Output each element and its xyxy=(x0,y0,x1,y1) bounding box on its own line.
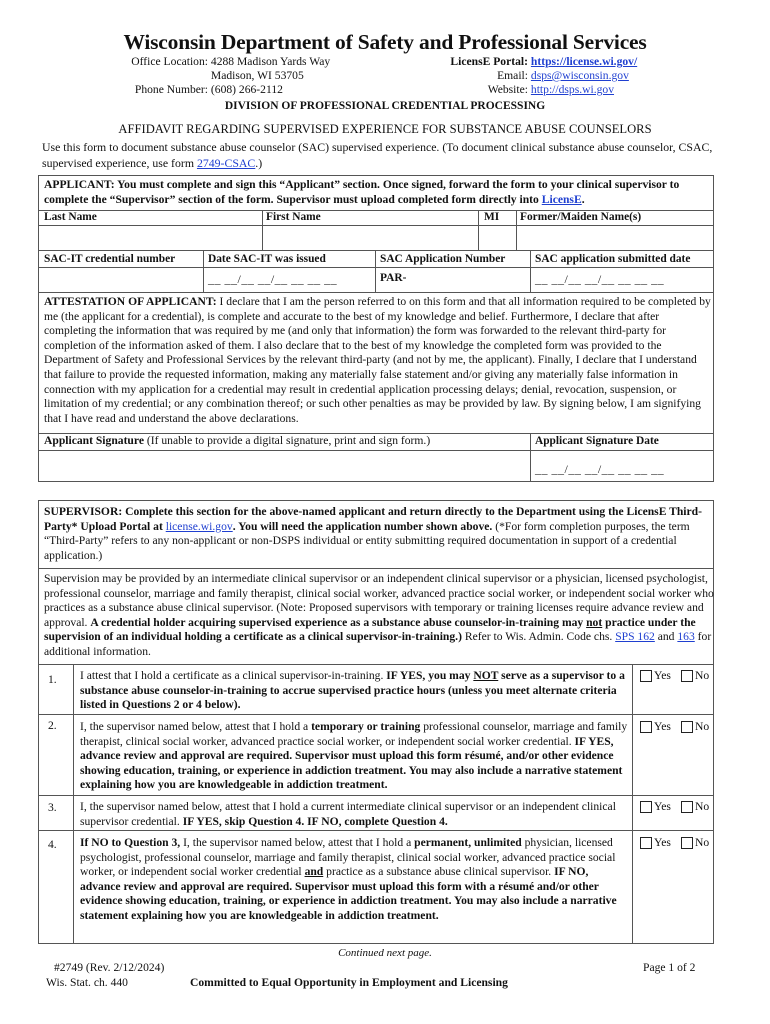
mi-field[interactable] xyxy=(479,226,515,249)
website-label: Website: xyxy=(487,83,528,96)
q3-no-checkbox[interactable] xyxy=(681,801,693,813)
applicant-signature-field[interactable] xyxy=(39,451,529,481)
sac-app-date-field[interactable]: __ __/__ __/__ __ __ __ xyxy=(535,272,665,286)
last-name-field[interactable] xyxy=(39,226,261,249)
website-link[interactable]: http://dsps.wi.gov xyxy=(530,83,615,96)
q4-yes-checkbox[interactable] xyxy=(640,837,652,849)
q2-no-label: No xyxy=(695,720,710,733)
q1-number: 1. xyxy=(48,673,57,686)
q1-no-label: No xyxy=(695,669,710,682)
former-name-field[interactable] xyxy=(517,226,713,249)
former-name-label: Former/Maiden Name(s) xyxy=(520,211,642,223)
q4-number: 4. xyxy=(48,838,57,851)
signature-date-field[interactable]: __ __/__ __/__ __ __ __ xyxy=(535,462,665,476)
date-sac-it-field[interactable]: __ __/__ __/__ __ __ __ xyxy=(208,272,338,286)
sac-it-number-label: SAC-IT credential number xyxy=(44,253,176,265)
par-prefix-field[interactable]: PAR- xyxy=(380,272,407,284)
email-link[interactable]: dsps@wisconsin.gov xyxy=(530,69,629,82)
mi-label: MI xyxy=(484,211,500,223)
q4-no-label: No xyxy=(695,836,710,849)
license-link[interactable]: LicensE xyxy=(541,192,582,206)
phone-number: (608) 266-2112 xyxy=(210,83,283,96)
q3-text: I, the supervisor named below, attest that I hold a current intermediate clinical supervisor or an independent clinical supervisor credential. IF YES, skip Question 4. IF NO, complete Question 4. xyxy=(80,800,616,828)
intro-text: Use this form to document substance abuse counselor (SAC) supervised experience. (To document clinical substance abuse counselor, CSAC, supervised experience, use form 2749-CSAC.) xyxy=(42,140,713,170)
division-heading: DIVISION OF PROFESSIONAL CREDENTIAL PROCESSING xyxy=(224,100,546,112)
sac-app-number-label: SAC Application Number xyxy=(380,253,506,265)
first-name-field[interactable] xyxy=(263,226,477,249)
q4-text: If NO to Question 3, I, the supervisor named below, attest that I hold a permanent, unlimited physician, licensed psychologist, professional counselor, marriage and family therapist, clinical social worker, advanced practice social worker, or independent social worker credential and practice as a substance abuse clinical supervisor. IF NO, advance review and approval are required. Supervisor must upload this form with a résumé and/or other evidence showing education, training, or experience in addiction treatment. You may also include a narrative statement explaining how you are knowledgeable in addiction treatment. xyxy=(80,836,617,922)
statute-reference: Wis. Stat. ch. 440 xyxy=(46,976,128,989)
q2-yes-label: Yes xyxy=(654,720,671,733)
q4-no-checkbox[interactable] xyxy=(681,837,693,849)
affidavit-heading: AFFIDAVIT REGARDING SUPERVISED EXPERIENCE FOR SUBSTANCE ABUSE COUNSELORS xyxy=(118,122,652,136)
q2-number: 2. xyxy=(48,719,57,732)
q2-no-checkbox[interactable] xyxy=(681,721,693,733)
equal-opportunity-statement: Committed to Equal Opportunity in Employment and Licensing xyxy=(190,976,508,989)
contact-block xyxy=(430,55,637,97)
signature-date-label: Applicant Signature Date xyxy=(535,435,659,447)
applicant-instructions: APPLICANT: You must complete and sign this “Applicant” section. Once signed, forward the form to your clinical supervisor to complete the “Supervisor” section of the form. Supervisor must upload completed form directly into LicensE. xyxy=(44,178,680,206)
last-name-label: Last Name xyxy=(44,211,97,223)
office-location-label: Office Location: xyxy=(131,55,208,68)
form-number: #2749 (Rev. 2/12/2024) xyxy=(54,961,165,974)
portal-label: LicensE Portal: xyxy=(450,55,528,68)
q2-yes-checkbox[interactable] xyxy=(640,721,652,733)
attestation-text: ATTESTATION OF APPLICANT: I declare that I am the person referred to on this form and that all information required to be completed by me (the applicant for a credential), is complete and accurate to the best of my knowledge and belief. Furthermore, I declare that after completing the information that was required by me (and only that information) the form was forwarded to the relevant third-party for completion of the information asked of them. I also declare that to the best of my knowledge the completed form was provided to the Department of Safety and Professional Services by the relevant third-party (and not by me, the applicant). Finally, I declare that I understand that failure to provide the requested information, making any materially false statement and/or giving any materially false information in connection with my application for a credential may result in credential application processing delays; denial, revocation, suspension, or limitation of my credential; or any combination thereof; or such other penalties as may be provided by law. By signing below, I am signifying that I have read and understand the above declarations. xyxy=(44,295,711,425)
signature-label: Applicant Signature (If unable to provide a digital signature, print and sign form.) xyxy=(44,434,431,447)
q1-text: I attest that I hold a certificate as a clinical supervisor-in-training. IF YES, you may NOT serve as a supervisor to a substance abuse counselor-in-training to accrue supervised practice hours (unless you meet alternate criteria listed in Questions 2 or 4 below). xyxy=(80,669,625,712)
license-wi-gov-link[interactable]: license.wi.gov xyxy=(165,519,233,533)
supervision-info: Supervision may be provided by an intermediate clinical supervisor or an independent clinical supervisor or a physician, licensed psychologist, professional counselor, marriage and family therapist, clinical social worker, advanced practice social worker, or independent social worker who practices as a substance abuse clinical supervisor. (Note: Proposed supervisors with temporary or training licenses require advance review and approval. A credential holder acquiring supervised experience as a substance abuse counselor-in-training may not practice under the supervision of an individual holding a certificate as a clinical supervisor-in-training.) Refer to Wis. Admin. Code chs. SPS 162 and 163 for additional information. xyxy=(44,572,714,658)
phone-label: Phone Number: xyxy=(134,83,208,96)
form-2749-csac-link[interactable]: 2749-CSAC xyxy=(196,155,256,170)
q3-yes-checkbox[interactable] xyxy=(640,801,652,813)
supervisor-instructions: SUPERVISOR: Complete this section for the above-named applicant and return directly to the Department using the LicensE Third-Party* Upload Portal at license.wi.gov. You will need the application number shown above. (*For form completion purposes, the term “Third-Party” refers to any non-applicant or non-DSPS individual or entity submitting required documentation in support of a credential application.) xyxy=(44,505,702,562)
page-number: Page 1 of 2 xyxy=(643,961,696,974)
office-line2: Madison, WI 53705 xyxy=(210,69,304,82)
q4-yes-label: Yes xyxy=(654,836,671,849)
q3-yes-label: Yes xyxy=(654,800,671,813)
first-name-label: First Name xyxy=(266,211,321,223)
q2-text: I, the supervisor named below, attest that I hold a temporary or training professional counselor, marriage and family therapist, clinical social worker, advanced practice social worker, or independent social worker credential. IF YES, advance review and approval are required. Supervisor must upload this form résumé, and/or other evidence showing education, training, or experience in addiction treatment. You may also include a narrative statement explaining how you are knowledgeable in addiction treatment. xyxy=(80,720,628,792)
office-address-block xyxy=(120,55,330,97)
q1-no-checkbox[interactable] xyxy=(681,670,693,682)
page-title: Wisconsin Department of Safety and Professional Services xyxy=(123,30,647,54)
continued-note: Continued next page. xyxy=(338,947,432,959)
sac-app-date-label: SAC application submitted date xyxy=(535,253,691,265)
date-sac-it-label: Date SAC-IT was issued xyxy=(208,253,326,265)
sps-163-link[interactable]: 163 xyxy=(677,630,695,644)
sps-162-link[interactable]: SPS 162 xyxy=(615,630,655,644)
email-label: Email: xyxy=(497,69,528,82)
q3-no-label: No xyxy=(695,800,710,813)
portal-link[interactable]: https://license.wi.gov/ xyxy=(530,55,638,68)
q1-yes-label: Yes xyxy=(654,669,671,682)
q3-number: 3. xyxy=(48,801,57,814)
office-line1: 4288 Madison Yards Way xyxy=(210,55,331,68)
sac-it-number-field[interactable] xyxy=(39,268,202,291)
q1-yes-checkbox[interactable] xyxy=(640,670,652,682)
